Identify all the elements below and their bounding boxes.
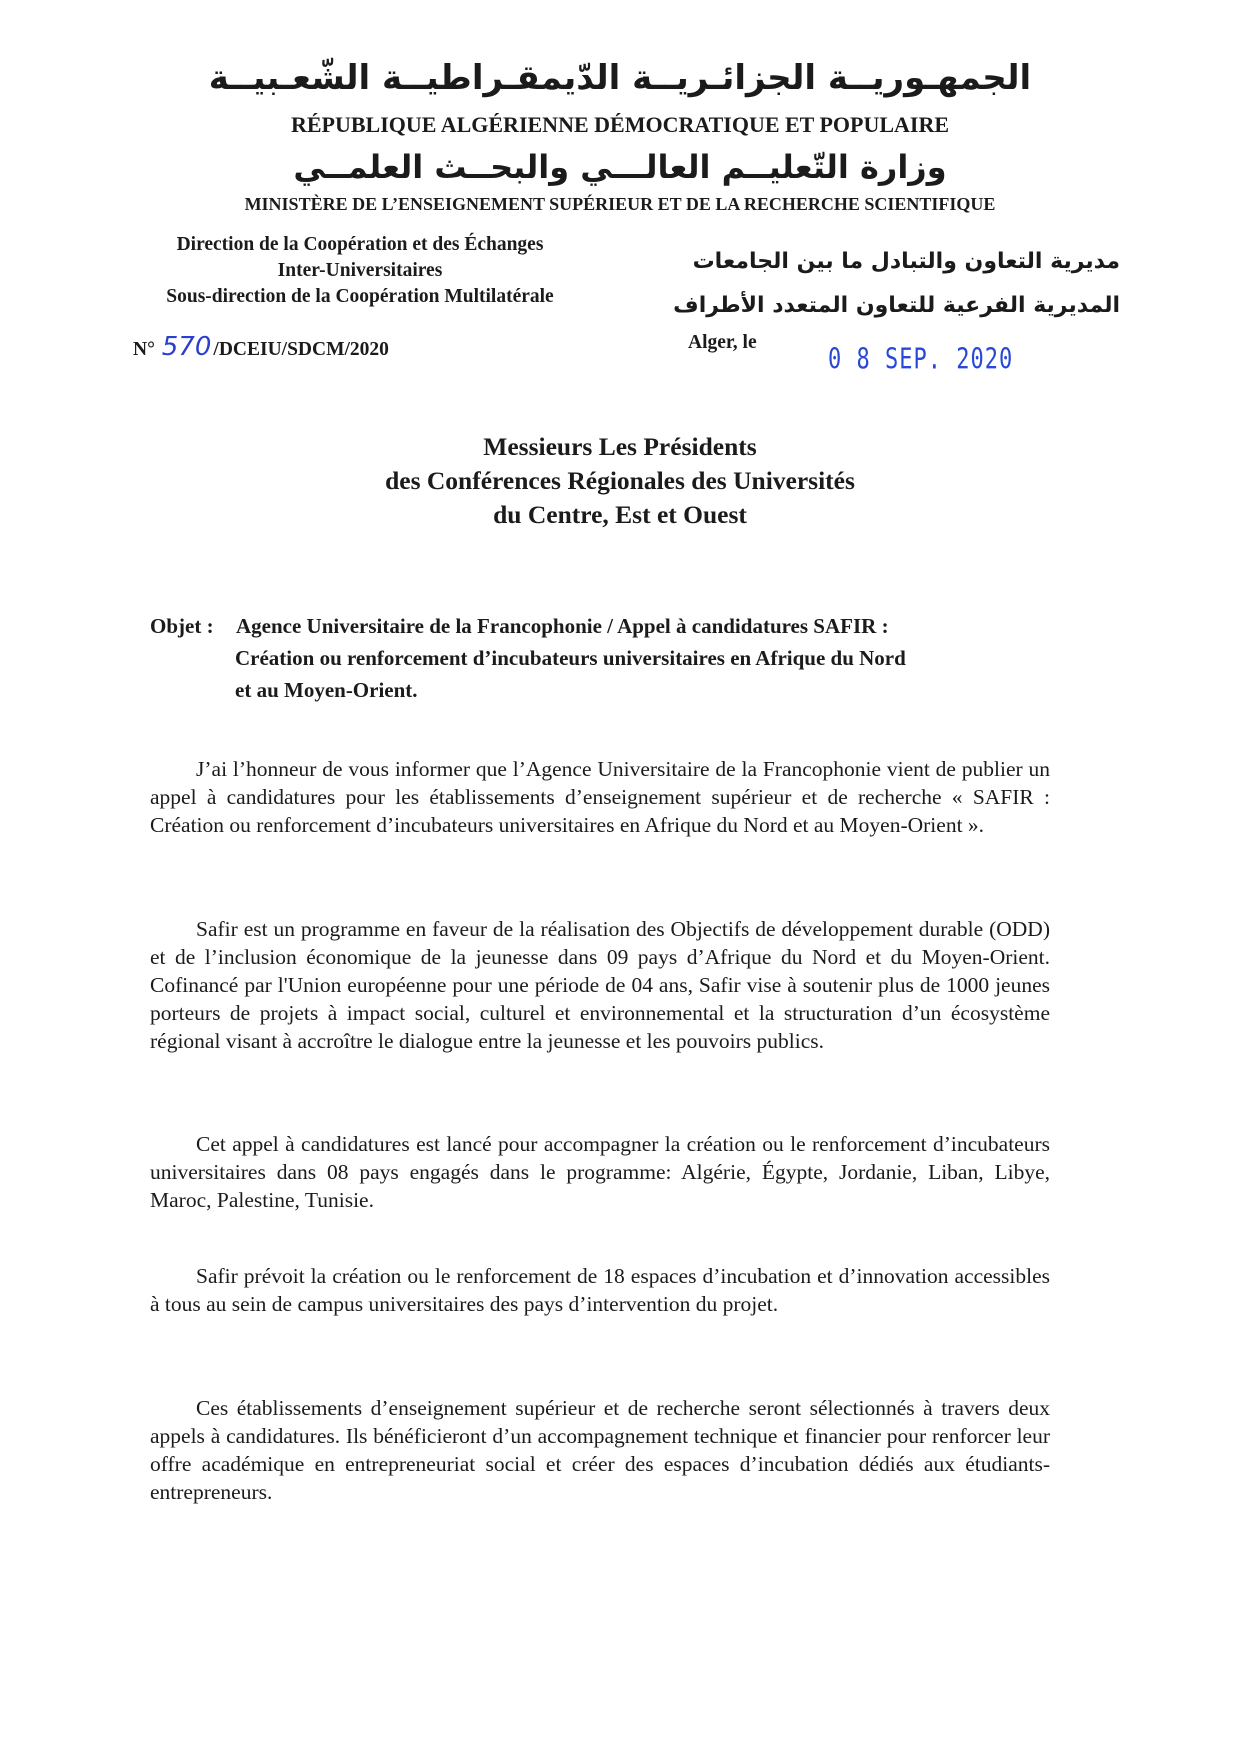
- body-paragraph-3: [150, 1130, 1050, 1214]
- republic-title-french: RÉPUBLIQUE ALGÉRIENNE DÉMOCRATIQUE ET POPULAIRE: [290, 112, 950, 137]
- paragraph-text: Safir est un programme en faveur de la réalisation des Objectifs de développement durable (ODD) et de l’inclusion économique de la jeunesse dans 09 pays d’Afrique du Nord et du Moyen-Orient. Cofinancé par l'Union européenne pour une période de 04 ans, Safir vise à soutenir plus de 1000 jeunes porteurs de projets à impact social, culturel et environnemental et la structuration d’un écosystème régional visant à accroître le dialogue entre la jeunesse et les pouvoirs publics.: [150, 917, 1050, 1053]
- recipient-block: [0, 430, 1240, 532]
- direction-arabic-line-1: مديرية التعاون والتبادل ما بين الجامعات: [692, 249, 1120, 274]
- body-paragraph-4: [150, 1262, 1050, 1318]
- subject-line-3: et au Moyen-Orient.: [235, 678, 418, 702]
- subject-block: [150, 610, 1050, 706]
- body-paragraph-1: [150, 755, 1050, 839]
- paragraph-text: Cet appel à candidatures est lancé pour accompagner la création ou le renforcement d’incubateurs universitaires dans 08 pays engagés dans le programme: Algérie, Égypte, Jordanie, Liban, Libye, Maroc, Palestine, Tunisie.: [150, 1132, 1050, 1212]
- recipient-line-1: Messieurs Les Présidents: [483, 432, 757, 461]
- subject-line-2: Création ou renforcement d’incubateurs universitaires en Afrique du Nord: [235, 646, 906, 670]
- ministry-title-french: MINISTÈRE DE L’ENSEIGNEMENT SUPÉRIEUR ET DE LA RECHERCHE SCIENTIFIQUE: [244, 194, 996, 214]
- direction-line-3: Sous-direction de la Coopération Multilatérale: [166, 286, 554, 307]
- direction-line-2: Inter-Universitaires: [277, 260, 443, 281]
- direction-line-1: Direction de la Coopération et des Échanges: [176, 234, 544, 255]
- republic-title-arabic: الجمهـوريــة الجزائـريــة الدّيمقـراطيــة الشّعـبيــة: [208, 58, 1032, 98]
- direction-block-arabic: [660, 240, 1120, 328]
- reference-number: [133, 332, 389, 362]
- reference-suffix: /DCEIU/SDCM/2020: [213, 339, 389, 360]
- paragraph-text: Safir prévoit la création ou le renforcement de 18 espaces d’incubation et d’innovation accessibles à tous au sein de campus universitaires des pays d’intervention du projet.: [150, 1264, 1050, 1316]
- subject-line-1: Agence Universitaire de la Francophonie / Appel à candidatures SAFIR :: [236, 614, 889, 638]
- recipient-line-2: des Conférences Régionales des Universités: [385, 466, 855, 495]
- body-paragraph-5: [150, 1394, 1050, 1506]
- reference-prefix: N°: [133, 339, 155, 360]
- direction-block-french: [100, 232, 620, 310]
- date-stamp: 0 8 SEP. 2020: [828, 344, 1014, 377]
- direction-arabic-line-2: المديرية الفرعية للتعاون المتعدد الأطراف: [673, 293, 1120, 318]
- place-label: Alger, le: [688, 332, 757, 353]
- recipient-line-3: du Centre, Est et Ouest: [493, 500, 747, 529]
- handwritten-number: 570: [161, 332, 212, 362]
- body-paragraph-2: [150, 915, 1050, 1055]
- ministry-title-arabic: وزارة التّعليــم العالـــي والبحــث العلمــي: [293, 148, 947, 186]
- subject-label: Objet :: [150, 614, 214, 638]
- paragraph-text: Ces établissements d’enseignement supérieur et de recherche seront sélectionnés à travers deux appels à candidatures. Ils bénéficieront d’un accompagnement technique et financier pour renforcer leur offre académique en entrepreneuriat social et créer des espaces d’incubation dédiés aux étudiants-entrepreneurs.: [150, 1396, 1050, 1504]
- paragraph-text: J’ai l’honneur de vous informer que l’Agence Universitaire de la Francophonie vient de publier un appel à candidatures pour les établissements d’enseignement supérieur et de recherche « SAFIR : Création ou renforcement d’incubateurs universitaires en Afrique du Nord et au Moyen-Orient ».: [150, 757, 1050, 837]
